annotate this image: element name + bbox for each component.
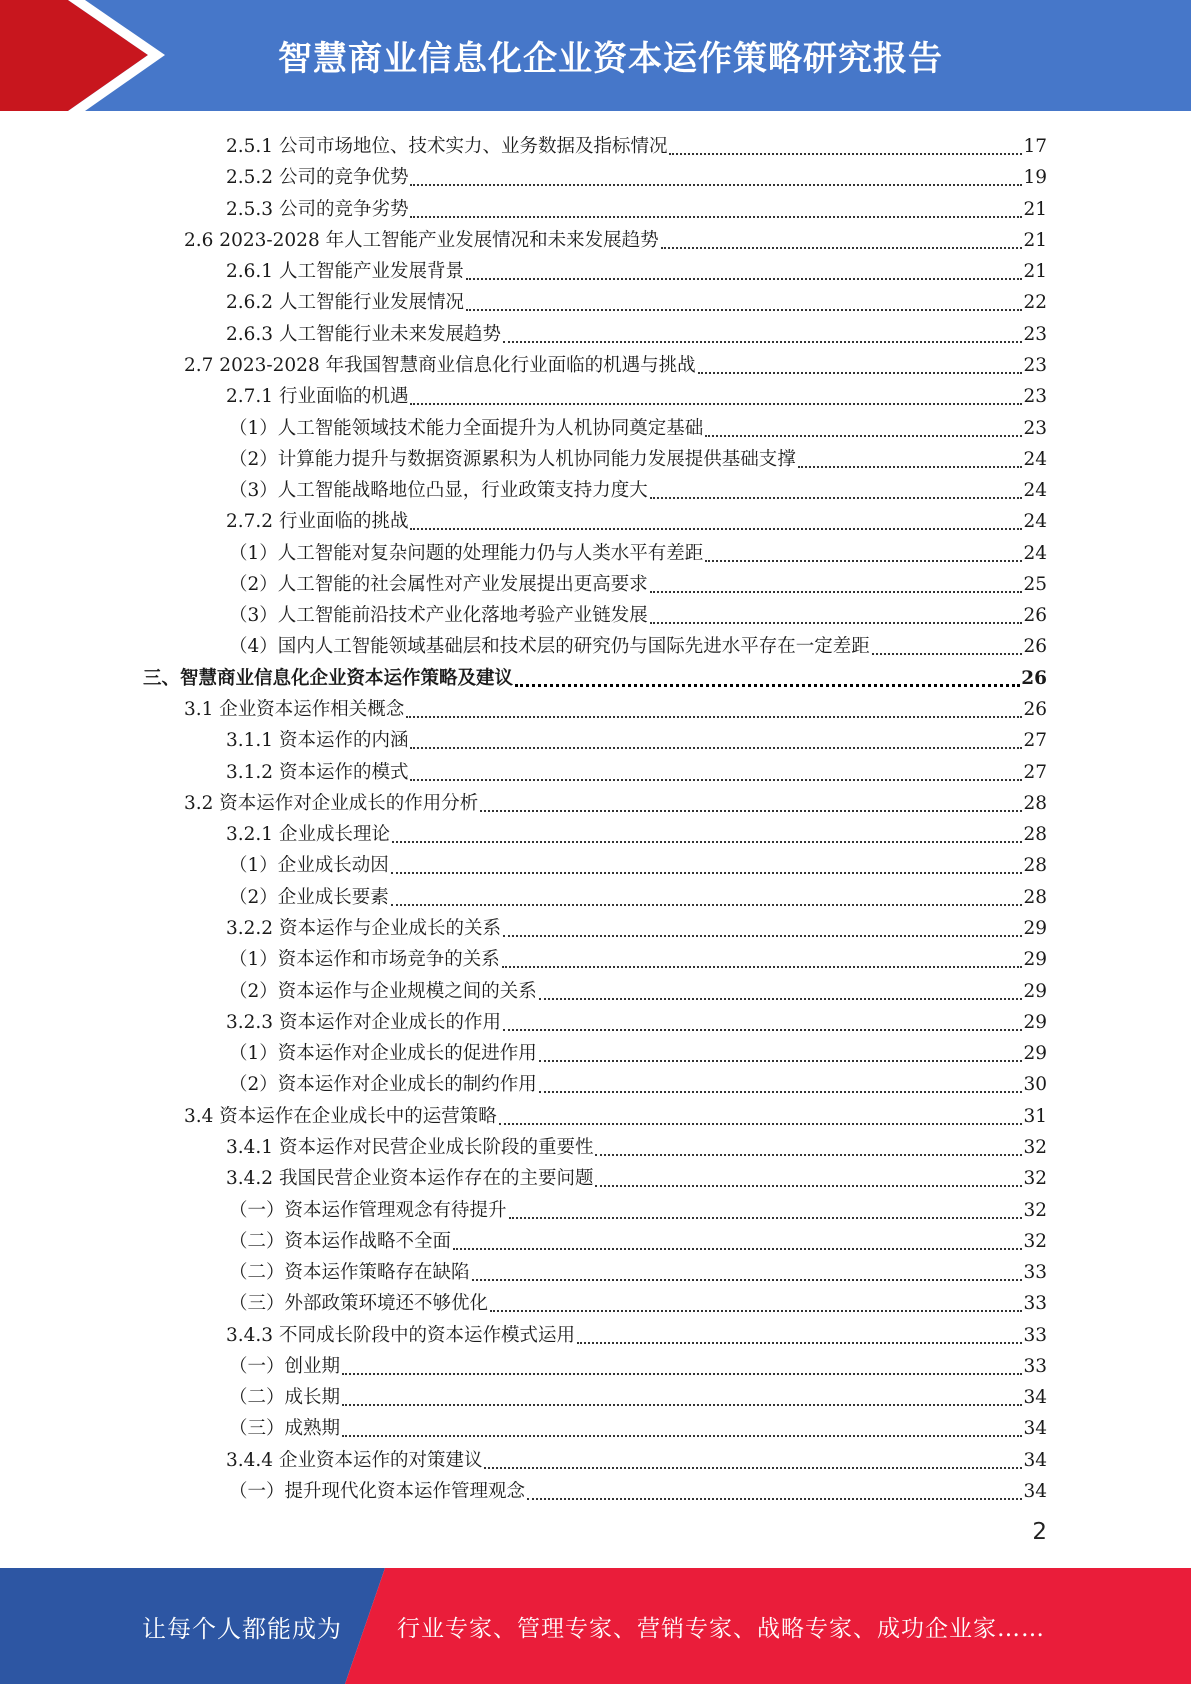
toc-entry-title: 3.2 资本运作对企业成长的作用分析: [184, 792, 479, 814]
toc-entry-page: 22: [1023, 292, 1047, 314]
toc-entry-title: 2.5.2 公司的竞争优势: [226, 167, 409, 189]
toc-entry-page: 28: [1023, 792, 1047, 814]
toc-entry[interactable]: [229, 1065, 1047, 1096]
footer-slogan-left: 让每个人都能成为: [142, 1614, 342, 1643]
toc-entry[interactable]: [226, 1159, 1047, 1190]
toc-entry-page: 29: [1023, 1043, 1047, 1065]
toc-entry-title: 3.2.2 资本运作与企业成长的关系: [226, 918, 501, 939]
toc-entry[interactable]: [229, 940, 1047, 971]
toc-entry[interactable]: [184, 346, 1047, 377]
toc-dot-leader: [391, 903, 1023, 906]
toc-entry-title: （2）企业成长要素: [229, 886, 389, 908]
toc-dot-leader: [499, 1122, 1023, 1125]
toc-entry-page: 32: [1023, 1230, 1047, 1252]
toc-entry-title: 2.7.2 行业面临的挑战: [226, 511, 409, 533]
toc-entry-title: 3.2.3 资本运作对企业成长的作用: [226, 1011, 501, 1033]
toc-dot-leader: [503, 1028, 1022, 1031]
toc-entry[interactable]: [229, 534, 1047, 565]
toc-entry-title: 3.1 企业资本运作相关概念: [184, 699, 405, 721]
toc-dot-leader: [705, 434, 1022, 437]
page-header: [0, 0, 1191, 111]
toc-entry-page: 28: [1023, 855, 1047, 877]
toc-entry-page: 21: [1023, 198, 1047, 220]
toc-entry[interactable]: [229, 1253, 1047, 1284]
toc-dot-leader: [503, 340, 1022, 343]
toc-entry-page: 32: [1023, 1136, 1047, 1158]
toc-dot-leader: [466, 308, 1022, 311]
toc-entry-title: （三）成熟期: [229, 1418, 341, 1440]
toc-entry[interactable]: [226, 252, 1047, 283]
toc-entry-page: 34: [1023, 1418, 1047, 1440]
toc-entry-page: 23: [1023, 354, 1047, 376]
toc-dot-leader: [650, 496, 1023, 499]
toc-dot-leader: [527, 1497, 1022, 1500]
toc-dot-leader: [539, 1059, 1023, 1062]
toc-entry-page: 26: [1023, 605, 1047, 627]
toc-entry-page: 19: [1023, 167, 1047, 189]
toc-entry-title: （1）人工智能对复杂问题的处理能力仍与人类水平有差距: [229, 542, 704, 564]
toc-entry[interactable]: [229, 1284, 1047, 1315]
toc-entry-title: 2.6.3 人工智能行业未来发展趋势: [226, 323, 501, 345]
toc-entry-page: 23: [1023, 417, 1047, 439]
toc-dot-leader: [669, 152, 1022, 155]
toc-entry-page: 32: [1023, 1199, 1047, 1221]
toc-entry-title: 2.5.3 公司的竞争劣势: [226, 198, 409, 220]
toc-entry-title: 3.4.3 不同成长阶段中的资本运作模式运用: [226, 1324, 575, 1346]
toc-entry-page: 25: [1023, 573, 1047, 595]
toc-entry-page: 23: [1023, 323, 1047, 345]
toc-entry-page: 27: [1023, 761, 1047, 783]
toc-entry-page: 21: [1023, 261, 1047, 283]
toc-entry-title: （二）资本运作战略不全面: [229, 1230, 452, 1252]
toc-entry-title: 2.6.2 人工智能行业发展情况: [226, 292, 464, 314]
toc-entry-page: 32: [1023, 1168, 1047, 1190]
toc-dot-leader: [410, 215, 1022, 218]
toc-entry-title: （2）资本运作与企业规模之间的关系: [229, 980, 537, 1002]
toc-entry-page: 34: [1023, 1481, 1047, 1503]
toc-entry[interactable]: [226, 909, 1047, 940]
toc-dot-leader: [410, 778, 1022, 781]
toc-dot-leader: [410, 183, 1022, 186]
toc-dot-leader: [650, 590, 1023, 593]
toc-entry[interactable]: [184, 221, 1047, 252]
toc-dot-leader: [342, 1372, 1022, 1375]
toc-entry-page: 33: [1023, 1324, 1047, 1346]
toc-entry-page: 29: [1023, 949, 1047, 971]
page-footer: [0, 1568, 1191, 1684]
toc-entry-title: （一）提升现代化资本运作管理观念: [229, 1481, 526, 1503]
toc-entry-title: （一）资本运作管理观念有待提升: [229, 1199, 507, 1221]
toc-entry-page: 26: [1023, 699, 1047, 721]
toc-dot-leader: [410, 746, 1022, 749]
toc-entry-page: 24: [1023, 448, 1047, 470]
toc-dot-leader: [466, 277, 1022, 280]
toc-entry[interactable]: [184, 784, 1047, 815]
toc-entry-page: 33: [1023, 1355, 1047, 1377]
toc-entry-page: 28: [1023, 886, 1047, 908]
toc-dot-leader: [515, 683, 1020, 687]
toc-dot-leader: [661, 246, 1023, 249]
toc-entry-page: 21: [1023, 229, 1047, 251]
toc-entry[interactable]: [226, 753, 1047, 784]
toc-entry-title: （4）国内人工智能领域基础层和技术层的研究仍与国际先进水平存在一定差距: [229, 636, 870, 658]
toc-dot-leader: [539, 1090, 1023, 1093]
toc-entry[interactable]: [229, 1378, 1047, 1409]
toc-entry-title: 3.4.4 企业资本运作的对策建议: [226, 1449, 483, 1471]
toc-dot-leader: [410, 527, 1022, 530]
report-title: 智慧商业信息化企业资本运作策略研究报告: [278, 39, 943, 79]
toc-entry[interactable]: [229, 1472, 1047, 1503]
toc-entry-title: 2.5.1 公司市场地位、技术实力、业务数据及指标情况: [226, 136, 668, 157]
toc-entry-page: 34: [1023, 1449, 1047, 1471]
toc-entry-page: 29: [1023, 918, 1047, 939]
toc-entry-title: （1）资本运作对企业成长的促进作用: [229, 1043, 537, 1065]
toc-entry[interactable]: [226, 1128, 1047, 1159]
toc-dot-leader: [391, 871, 1023, 874]
toc-dot-leader: [484, 1466, 1022, 1469]
toc-dot-leader: [539, 997, 1023, 1000]
toc-entry-title: 2.6 2023-2028 年人工智能产业发展情况和未来发展趋势: [184, 229, 659, 251]
toc-entry[interactable]: [229, 440, 1047, 471]
toc-entry-page: 33: [1023, 1293, 1047, 1315]
toc-entry[interactable]: [226, 815, 1047, 846]
toc-entry-title: （二）资本运作策略存在缺陷: [229, 1262, 470, 1284]
toc-dot-leader: [406, 715, 1022, 718]
toc-entry-page: 26: [1021, 667, 1047, 689]
toc-dot-leader: [650, 621, 1023, 624]
toc-entry-title: 3.4.1 资本运作对民营企业成长阶段的重要性: [226, 1136, 594, 1158]
toc-entry[interactable]: [229, 627, 1047, 658]
toc-entry-page: 34: [1023, 1387, 1047, 1409]
toc-entry[interactable]: [229, 565, 1047, 596]
footer-slogan-right: 行业专家、管理专家、营销专家、战略专家、成功企业家……: [397, 1615, 1045, 1642]
toc-entry[interactable]: [184, 1097, 1047, 1128]
toc-dot-leader: [595, 1153, 1022, 1156]
toc-dot-leader: [453, 1247, 1022, 1250]
toc-entry[interactable]: [226, 721, 1047, 752]
toc-entry-title: （1）资本运作和市场竞争的关系: [229, 949, 500, 971]
toc-entry-title: （2）资本运作对企业成长的制约作用: [229, 1074, 537, 1096]
toc-entry[interactable]: [229, 1191, 1047, 1222]
toc-entry[interactable]: [226, 377, 1047, 408]
toc-entry-title: 3.4 资本运作在企业成长中的运营策略: [184, 1105, 497, 1127]
toc-entry-page: 30: [1023, 1074, 1047, 1096]
toc-entry[interactable]: [226, 283, 1047, 314]
toc-entry-page: 31: [1023, 1105, 1047, 1127]
toc-entry[interactable]: [229, 471, 1047, 502]
toc-dot-leader: [503, 934, 1022, 937]
toc-entry[interactable]: [226, 127, 1047, 158]
toc-entry-page: 24: [1023, 480, 1047, 502]
toc-dot-leader: [342, 1403, 1022, 1406]
toc-dot-leader: [490, 1309, 1022, 1312]
toc-entry-title: 2.6.1 人工智能产业发展背景: [226, 261, 464, 283]
toc-dot-leader: [472, 1278, 1023, 1281]
toc-entry-page: 17: [1023, 136, 1047, 157]
toc-entry[interactable]: [226, 158, 1047, 189]
toc-entry-page: 28: [1023, 824, 1047, 846]
toc-entry[interactable]: [229, 878, 1047, 909]
toc-entry[interactable]: [226, 1316, 1047, 1347]
toc-entry-title: （2）计算能力提升与数据资源累积为人机协同能力发展提供基础支撑: [229, 448, 796, 470]
toc-entry[interactable]: [226, 190, 1047, 221]
toc-entry-title: （3）人工智能战略地位凸显，行业政策支持力度大: [229, 480, 648, 502]
toc-entry[interactable]: [229, 1347, 1047, 1378]
toc-dot-leader: [705, 559, 1022, 562]
toc-dot-leader: [509, 1216, 1023, 1219]
toc-entry-title: 3.1.1 资本运作的内涵: [226, 730, 409, 752]
toc-entry[interactable]: [229, 1222, 1047, 1253]
toc-entry[interactable]: [226, 315, 1047, 346]
toc-entry-title: （三）外部政策环境还不够优化: [229, 1293, 489, 1315]
toc-dot-leader: [392, 840, 1022, 843]
toc-dot-leader: [410, 402, 1022, 405]
toc-entry-title: 2.7.1 行业面临的机遇: [226, 386, 409, 408]
toc-entry[interactable]: [229, 596, 1047, 627]
toc-entry-page: 33: [1023, 1262, 1047, 1284]
toc-entry[interactable]: [184, 690, 1047, 721]
page-number: 2: [1032, 1519, 1047, 1545]
toc-entry-title: 三、智慧商业信息化企业资本运作策略及建议: [143, 667, 514, 689]
toc-entry-title: 3.4.2 我国民营企业资本运作存在的主要问题: [226, 1168, 594, 1190]
toc-entry-page: 27: [1023, 730, 1047, 752]
toc-dot-leader: [342, 1434, 1022, 1437]
toc-entry[interactable]: [229, 409, 1047, 440]
toc-dot-leader: [577, 1341, 1022, 1344]
toc-entry-page: 24: [1023, 542, 1047, 564]
toc-entry-title: （3）人工智能前沿技术产业化落地考验产业链发展: [229, 605, 648, 627]
toc-entry[interactable]: [229, 1409, 1047, 1440]
toc-entry-title: （1）企业成长动因: [229, 855, 389, 877]
toc-entry-page: 23: [1023, 386, 1047, 408]
toc-entry[interactable]: [226, 502, 1047, 533]
toc-entry[interactable]: [143, 659, 1047, 690]
toc-entry[interactable]: [229, 846, 1047, 877]
toc-dot-leader: [798, 465, 1023, 468]
toc-entry-title: 3.1.2 资本运作的模式: [226, 761, 409, 783]
toc-dot-leader: [502, 965, 1023, 968]
toc-entry[interactable]: [226, 1003, 1047, 1034]
toc-entry-title: （一）创业期: [229, 1355, 341, 1377]
toc-entry-title: （二）成长期: [229, 1387, 341, 1409]
toc-dot-leader: [480, 809, 1022, 812]
toc-entry-title: 2.7 2023-2028 年我国智慧商业信息化行业面临的机遇与挑战: [184, 354, 696, 376]
toc-entry-page: 26: [1023, 636, 1047, 658]
toc-entry[interactable]: [229, 1034, 1047, 1065]
toc-entry[interactable]: [229, 972, 1047, 1003]
toc-entry-title: 3.2.1 企业成长理论: [226, 824, 390, 846]
toc-dot-leader: [698, 371, 1023, 374]
toc-entry-title: （1）人工智能领域技术能力全面提升为人机协同奠定基础: [229, 417, 704, 439]
toc-entry-page: 29: [1023, 980, 1047, 1002]
toc-dot-leader: [595, 1184, 1022, 1187]
toc-dot-leader: [872, 652, 1023, 655]
toc-entry[interactable]: [226, 1441, 1047, 1472]
toc-entry-title: （2）人工智能的社会属性对产业发展提出更高要求: [229, 573, 648, 595]
toc-entry-page: 29: [1023, 1011, 1047, 1033]
toc-entry-page: 24: [1023, 511, 1047, 533]
